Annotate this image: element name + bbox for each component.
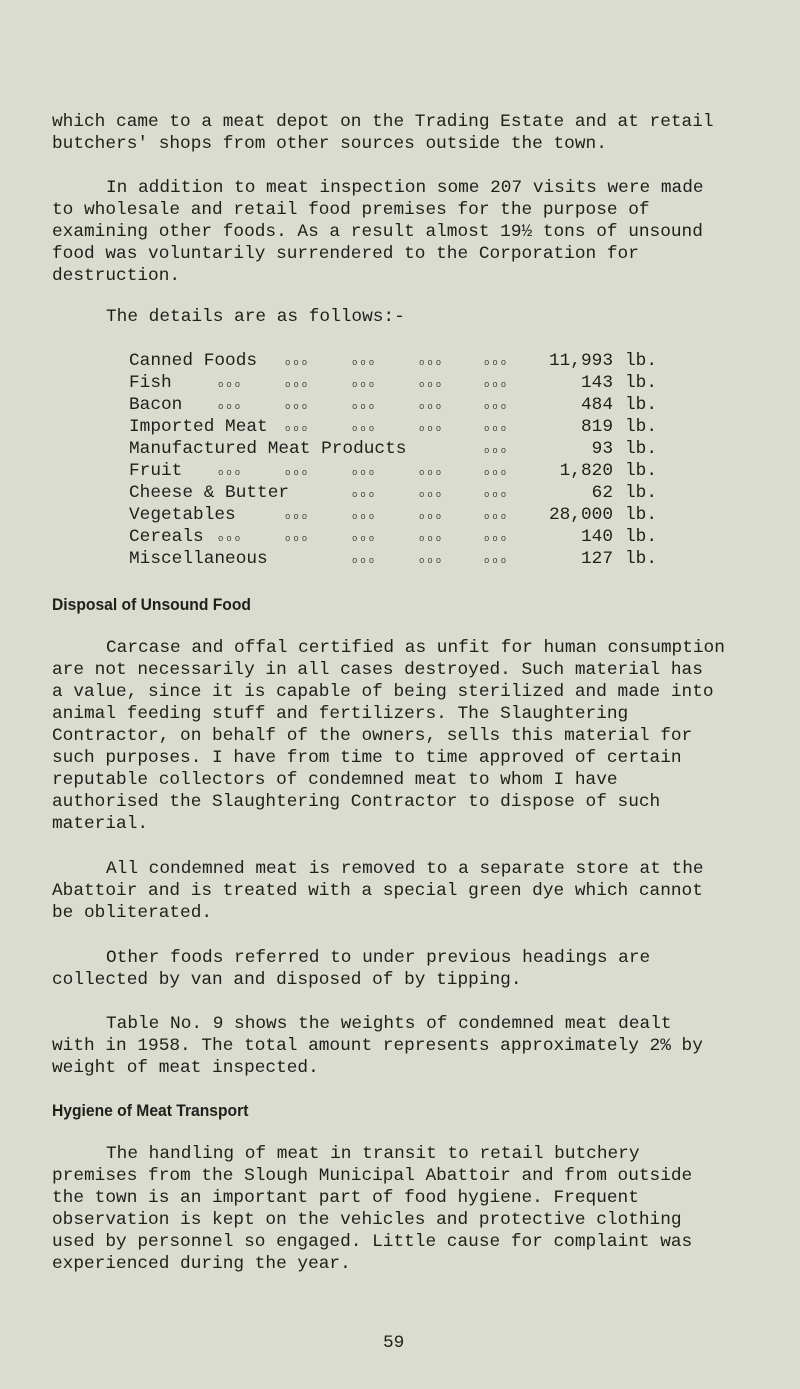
text-line: examining other foods. As a result almost 19½ tons of unsound	[52, 222, 703, 242]
food-item-amount: 93	[591, 439, 613, 459]
text-line: Carcase and offal certified as unfit for human consumption	[106, 638, 725, 658]
text-line: The handling of meat in transit to retail butchery	[106, 1144, 640, 1164]
text-line: weight of meat inspected.	[52, 1058, 319, 1078]
dot-leader: ooo	[285, 402, 311, 412]
dot-leader: ooo	[419, 358, 445, 368]
dot-leader: ooo	[484, 358, 510, 368]
text-line: collected by van and disposed of by tipping.	[52, 970, 522, 990]
food-item-label: Cereals	[129, 527, 204, 547]
dot-leader: ooo	[285, 512, 311, 522]
text-line: Other foods referred to under previous headings are	[106, 948, 651, 968]
dot-leader: ooo	[218, 534, 244, 544]
dot-leader: ooo	[419, 534, 445, 544]
food-item-label: Miscellaneous	[129, 549, 268, 569]
food-item-amount: 1,820	[559, 461, 613, 481]
text-line: a value, since it is capable of being sterilized and made into	[52, 682, 714, 702]
text-line: be obliterated.	[52, 903, 213, 923]
food-item-unit: lb.	[625, 505, 658, 525]
table-row	[0, 416, 800, 438]
food-item-unit: lb.	[625, 373, 658, 393]
table-row	[0, 504, 800, 526]
dot-leader: ooo	[484, 424, 510, 434]
table-row	[0, 350, 800, 372]
food-item-label: Vegetables	[129, 505, 236, 525]
dot-leader: ooo	[285, 358, 311, 368]
dot-leader: ooo	[484, 446, 510, 456]
dot-leader: ooo	[352, 358, 378, 368]
dot-leader: ooo	[484, 402, 510, 412]
table-row	[0, 372, 800, 394]
dot-leader: ooo	[419, 556, 445, 566]
dot-leader: ooo	[419, 512, 445, 522]
food-item-label: Fish	[129, 373, 172, 393]
paragraph-transport	[52, 1143, 752, 1275]
table-row	[0, 438, 800, 460]
text-line: such purposes. I have from time to time approved of certain	[52, 748, 682, 768]
paragraph-other-foods	[52, 947, 752, 991]
text-line: used by personnel so engaged. Little cause for complaint was	[52, 1232, 693, 1252]
paragraph-table-no	[52, 1013, 752, 1079]
food-item-label: Imported Meat	[129, 417, 268, 437]
table-row	[0, 482, 800, 504]
dot-leader: ooo	[419, 380, 445, 390]
food-item-amount: 484	[580, 395, 613, 415]
text-line: reputable collectors of condemned meat to whom I have	[52, 770, 618, 790]
food-item-unit: lb.	[625, 351, 658, 371]
heading-disposal: Disposal of Unsound Food	[52, 595, 251, 614]
dot-leader: ooo	[484, 534, 510, 544]
text-line: experienced during the year.	[52, 1254, 351, 1274]
paragraph-condemned	[52, 858, 752, 924]
text-line: with in 1958. The total amount represents approximately 2% by	[52, 1036, 703, 1056]
food-item-unit: lb.	[625, 439, 658, 459]
text-line: the town is an important part of food hygiene. Frequent	[52, 1188, 639, 1208]
food-item-amount: 140	[580, 527, 613, 547]
text-line: All condemned meat is removed to a separate store at the	[106, 859, 704, 879]
dot-leader: ooo	[218, 402, 244, 412]
dot-leader: ooo	[419, 424, 445, 434]
paragraph-carcase	[52, 637, 752, 835]
dot-leader: ooo	[285, 468, 311, 478]
dot-leader: ooo	[484, 468, 510, 478]
food-item-unit: lb.	[625, 395, 658, 415]
page-number: 59	[383, 1333, 405, 1353]
paragraph-intro	[52, 111, 752, 155]
food-item-unit: lb.	[625, 483, 658, 503]
dot-leader: ooo	[218, 468, 244, 478]
dot-leader: ooo	[218, 380, 244, 390]
food-item-unit: lb.	[625, 461, 658, 481]
food-item-amount: 28,000	[548, 505, 613, 525]
food-item-unit: lb.	[625, 549, 658, 569]
food-item-amount: 11,993	[548, 351, 613, 371]
text-line: Table No. 9 shows the weights of condemned meat dealt	[106, 1014, 672, 1034]
dot-leader: ooo	[352, 512, 378, 522]
food-item-unit: lb.	[625, 417, 658, 437]
dot-leader: ooo	[352, 534, 378, 544]
text-line: In addition to meat inspection some 207 visits were made	[106, 178, 704, 198]
dot-leader: ooo	[352, 380, 378, 390]
dot-leader: ooo	[484, 556, 510, 566]
text-line: authorised the Slaughtering Contractor to dispose of such	[52, 792, 661, 812]
food-item-label: Fruit	[129, 461, 183, 481]
text-line: Contractor, on behalf of the owners, sells this material for	[52, 726, 693, 746]
text-line: Abattoir and is treated with a special green dye which cannot	[52, 881, 703, 901]
table-row	[0, 394, 800, 416]
dot-leader: ooo	[484, 512, 510, 522]
food-item-unit: lb.	[625, 527, 658, 547]
dot-leader: ooo	[285, 424, 311, 434]
text-line: animal feeding stuff and fertilizers. The Slaughtering	[52, 704, 629, 724]
dot-leader: ooo	[484, 490, 510, 500]
dot-leader: ooo	[419, 402, 445, 412]
dot-leader: ooo	[352, 490, 378, 500]
dot-leader: ooo	[484, 380, 510, 390]
text-line: destruction.	[52, 266, 181, 286]
food-item-label: Cheese & Butter	[129, 483, 290, 503]
table-row	[0, 548, 800, 570]
dot-leader: ooo	[419, 490, 445, 500]
food-item-amount: 62	[591, 483, 613, 503]
dot-leader: ooo	[352, 556, 378, 566]
dot-leader: ooo	[285, 534, 311, 544]
text-line: material.	[52, 814, 149, 834]
dot-leader: ooo	[419, 468, 445, 478]
text-line: are not necessarily in all cases destroyed. Such material has	[52, 660, 703, 680]
table-row	[0, 460, 800, 482]
dot-leader: ooo	[352, 402, 378, 412]
text-line: butchers' shops from other sources outside the town.	[52, 134, 607, 154]
dot-leader: ooo	[352, 424, 378, 434]
food-item-amount: 127	[580, 549, 613, 569]
food-item-label: Bacon	[129, 395, 183, 415]
text-line: premises from the Slough Municipal Abattoir and from outside	[52, 1166, 693, 1186]
text-line: which came to a meat depot on the Trading Estate and at retail	[52, 112, 714, 132]
heading-hygiene: Hygiene of Meat Transport	[52, 1101, 249, 1120]
text-line: food was voluntarily surrendered to the Corporation for	[52, 244, 639, 264]
text-line: observation is kept on the vehicles and protective clothing	[52, 1210, 682, 1230]
food-item-amount: 819	[580, 417, 613, 437]
food-item-label: Manufactured Meat Products	[129, 439, 407, 459]
paragraph-visits	[52, 177, 752, 287]
table-row	[0, 526, 800, 548]
text-line: to wholesale and retail food premises for the purpose of	[52, 200, 650, 220]
food-item-amount: 143	[580, 373, 613, 393]
food-item-label: Canned Foods	[129, 351, 258, 371]
text-line: The details are as follows:-	[106, 307, 405, 327]
details-intro	[52, 306, 752, 328]
dot-leader: ooo	[285, 380, 311, 390]
dot-leader: ooo	[352, 468, 378, 478]
